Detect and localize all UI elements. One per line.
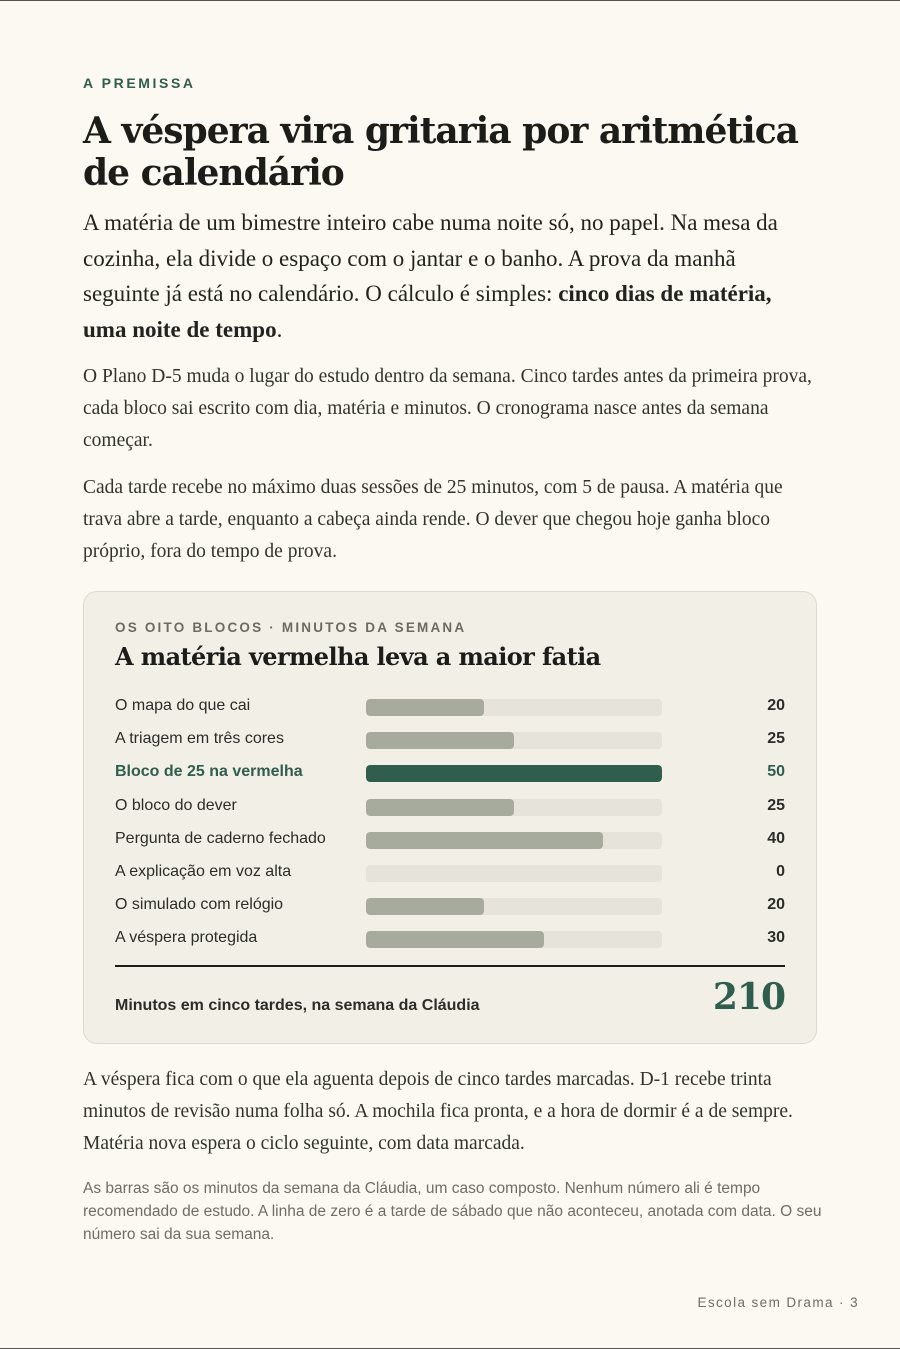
bar-label: A véspera protegida bbox=[115, 929, 258, 947]
bar-track bbox=[366, 732, 662, 749]
bar-value: 25 bbox=[767, 730, 785, 748]
bar bbox=[366, 699, 484, 716]
lead-end: . bbox=[276, 316, 283, 342]
bar-label: A explicação em voz alta bbox=[115, 863, 292, 880]
bar-label: Bloco de 25 na vermelha bbox=[115, 763, 303, 781]
bar-row bbox=[115, 795, 785, 817]
bar-row bbox=[115, 894, 785, 916]
lead-paragraph bbox=[83, 205, 813, 347]
bar-track bbox=[366, 865, 662, 882]
bar bbox=[366, 732, 514, 749]
chart-title: A matéria vermelha leva a maior fatia bbox=[115, 642, 601, 671]
footnote: As barras são os minutos da semana da Cláudia, um caso composto. Nenhum número ali é tempo recomendado de estudo. A linha de zero é a tarde de sábado que não aconteceu, anotada com data. O seu número sai da sua semana. bbox=[83, 1180, 822, 1243]
bar bbox=[366, 832, 603, 849]
total-label: Minutos em cinco tardes, na semana da Cláudia bbox=[115, 997, 480, 1014]
body-paragraph-3: A véspera fica com o que ela aguenta depois de cinco tardes marcadas. D-1 recebe trinta minutos de revisão numa folha só. A mochila fica pronta, e a hora de dormir é a de sempre. Matéria nova espera o ciclo seguinte, com data marcada. bbox=[83, 1069, 793, 1154]
body-paragraph-1: O Plano D-5 muda o lugar do estudo dentro da semana. Cinco tardes antes da primeira prova, cada bloco sai escrito com dia, matéria e minutos. O cronograma nasce antes da semana começar. bbox=[83, 366, 812, 451]
bar-track bbox=[366, 931, 662, 948]
section-kicker: A PREMISSA bbox=[83, 75, 196, 91]
bar-row bbox=[115, 927, 785, 949]
bar bbox=[366, 931, 544, 948]
bar-value: 30 bbox=[767, 929, 785, 947]
lead-emphasis: cinco dias de matéria, uma noite de tempo bbox=[83, 281, 772, 342]
chart-kicker: OS OITO BLOCOS · MINUTOS DA SEMANA bbox=[115, 620, 467, 635]
page-title: A véspera vira gritaria por aritmética de calendário bbox=[83, 110, 798, 194]
bar-track bbox=[366, 799, 662, 816]
bar-row bbox=[115, 695, 785, 717]
bar-value: 20 bbox=[767, 697, 785, 714]
bar-row bbox=[115, 761, 785, 783]
bar-label: O mapa do que cai bbox=[115, 697, 251, 714]
total-value: 210 bbox=[712, 976, 785, 1018]
bar-value: 50 bbox=[767, 763, 785, 781]
lead-text: A matéria de um bimestre inteiro cabe numa noite só, no papel. Na mesa da cozinha, ela divide o espaço com o jantar e o banho. A prova da manhã seguinte já está no calendário. O cálculo é simples: bbox=[83, 210, 778, 306]
bar bbox=[366, 765, 662, 782]
bar-row bbox=[115, 728, 785, 750]
bar-track bbox=[366, 699, 662, 716]
bar bbox=[366, 898, 484, 915]
page-footer: Escola sem Drama · 3 bbox=[697, 1295, 859, 1310]
bar-value: 0 bbox=[776, 863, 785, 880]
bar-track bbox=[366, 765, 662, 782]
total-divider bbox=[115, 965, 785, 967]
bar-value: 40 bbox=[767, 829, 785, 847]
bar-track bbox=[366, 898, 662, 915]
bar-value: 20 bbox=[767, 896, 785, 914]
bar-track bbox=[366, 832, 662, 849]
body-paragraph-2: Cada tarde recebe no máximo duas sessões de 25 minutos, com 5 de pausa. A matéria que trava abre a tarde, enquanto a cabeça ainda rende. O dever que chegou hoje ganha bloco próprio, fora do tempo de prova. bbox=[83, 477, 783, 562]
bar bbox=[366, 799, 514, 816]
bar-label: Pergunta de caderno fechado bbox=[115, 829, 326, 847]
bar-row bbox=[115, 861, 785, 883]
bar-label: O bloco do dever bbox=[115, 796, 237, 814]
bar-label: A triagem em três cores bbox=[115, 730, 284, 748]
bar-row bbox=[115, 828, 785, 850]
chart-card bbox=[83, 591, 817, 1044]
bar-value: 25 bbox=[767, 796, 785, 814]
bar-label: O simulado com relógio bbox=[115, 896, 284, 914]
